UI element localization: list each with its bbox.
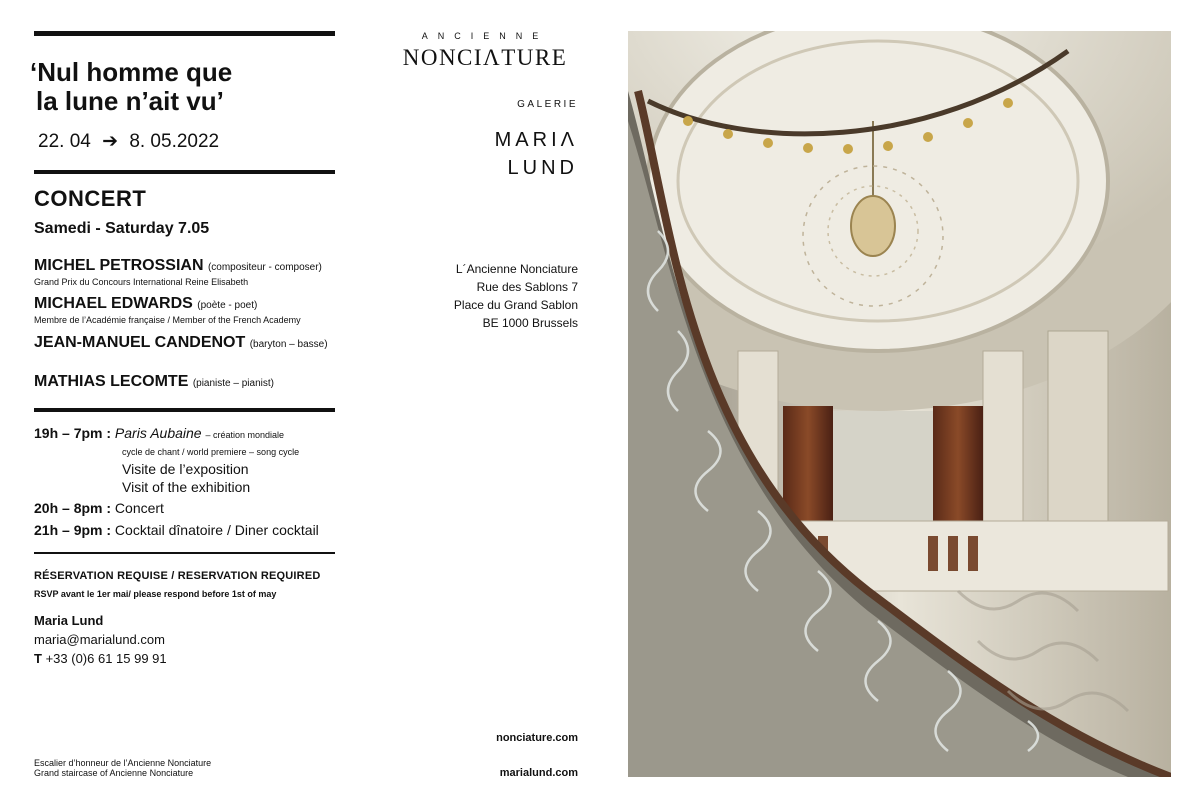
performer-note: Membre de l’Académie française / Member of the French Academy [34,315,301,325]
schedule-item [34,522,319,538]
contact-name: Maria Lund [34,613,104,628]
staircase-illustration-icon [628,31,1171,777]
date-start: 22. 04 [38,131,91,152]
concert-heading: CONCERT [34,186,147,211]
phone-label: T [34,651,42,666]
schedule-subnote: cycle de chant / world premiere – song cycle [122,447,300,457]
address-line: Place du Grand Sablon [453,298,578,312]
rsvp-text: RSVP avant le 1er mai/ please respond before 1st of may [34,589,277,599]
performer-role: (pianiste – pianist) [192,378,274,389]
event-title-line1: ‘Nul homme que [30,57,233,87]
schedule-note: – création mondiale [205,430,285,440]
schedule-text: Concert [114,500,164,516]
performer-name: JEAN-MANUEL CANDENOT [34,334,246,351]
performer-name: MATHIAS LECOMTE [34,373,189,390]
contact-block [34,611,167,668]
photo-caption [34,758,211,778]
lund-logo-line: LUND [507,157,578,179]
performer-name: MICHAEL EDWARDS [34,295,193,312]
performer-item [34,257,322,287]
concert-date: Samedi - Saturday 7.05 [34,220,210,237]
performer-role: (poète - poet) [197,300,258,311]
maria-lund-logo [440,126,578,182]
ancienne-label: ANCIENNE [421,31,549,41]
schedule-time: 21h – 9pm : [34,522,112,538]
date-arrow-icon: ➔ [102,131,119,152]
contact-phone[interactable] [34,649,167,668]
performer-item [34,295,301,325]
phone-number: +33 (0)6 61 15 99 91 [45,651,167,666]
nonciature-logo: NONCIΛTURE [402,45,568,70]
performer-item [34,373,274,391]
contact-email[interactable]: maria@marialund.com [34,632,165,647]
schedule-item [34,500,164,516]
website-link-marialund[interactable]: marialund.com [499,767,578,779]
schedule-text: Cocktail dînatoire / Diner cocktail [114,522,319,538]
schedule-visit-fr: Visite de l’exposition [122,461,249,477]
caption-fr: Escalier d’honneur de l’Ancienne Nonciature [34,758,212,768]
address-line: L´Ancienne Nonciature [455,262,578,276]
maria-logo-line: MARIΛ [494,129,578,151]
schedule-item [34,425,284,441]
schedule-visit-en: Visit of the exhibition [122,479,251,495]
caption-en: Grand staircase of Ancienne Nonciature [34,768,194,778]
schedule-rule [34,552,335,554]
dates-rule [34,170,335,174]
performer-note: Grand Prix du Concours International Reine Elisabeth [34,277,249,287]
address-line: BE 1000 Brussels [482,316,578,330]
schedule-time: 19h – 7pm : [34,425,112,441]
reservation-heading: RÉSERVATION REQUISE / RESERVATION REQUIRED [34,570,321,582]
date-end: 8. 05.2022 [129,131,220,152]
top-rule [34,31,335,36]
website-link-nonciature[interactable]: nonciature.com [496,732,578,744]
event-title [30,58,232,116]
event-dates [38,130,219,153]
performer-role: (baryton – basse) [249,339,328,350]
staircase-photo [628,31,1171,777]
venue-address [420,260,578,332]
schedule-title: Paris Aubaine [114,425,202,441]
galerie-label: GALERIE [517,99,578,110]
event-title-line2: la lune n’ait vu’ [36,86,224,116]
performers-rule [34,408,335,412]
performer-item [34,334,328,352]
performer-role: (compositeur - composer) [207,262,322,273]
address-line: Rue des Sablons 7 [476,280,578,294]
schedule-time: 20h – 8pm : [34,500,112,516]
performer-name: MICHEL PETROSSIAN [34,257,204,274]
